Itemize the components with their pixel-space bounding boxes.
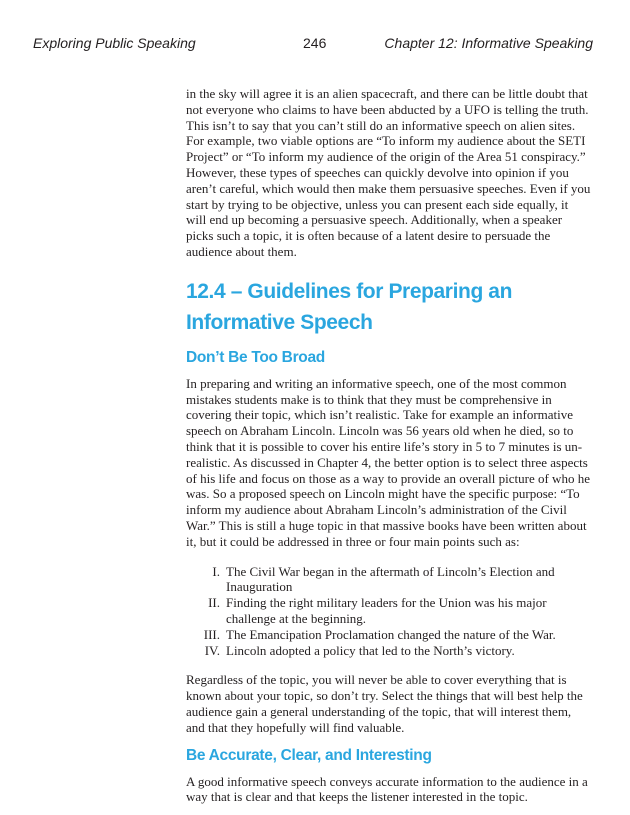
list-numeral: III.: [203, 626, 220, 642]
page-number: 246: [303, 35, 327, 51]
broad-paragraph-2: Regardless of the topic, you will never be able to cover everything that is known about your topic, so don’t try. Select the things that will best help the audience gain a general understanding of the topic, that will interest them, and that they hopefully will find valuable.: [186, 672, 583, 735]
list-item: [186, 595, 591, 627]
broad-paragraph-1: In preparing and writing an informative speech, one of the most common mistakes students make is to think that they must be comprehensive in covering their topic, which isn’t realistic. Take for example an informative speech on Abraham Lincoln. Lincoln was 56 years old when he died, so to think that it is possible to cover his entire life’s story in 5 to 7 minutes is un-realistic. As discussed in Chapter 4, the better option is to select three aspects of his life and focus on those as a way to provide an overall picture of who he was. So a proposed speech on Lincoln might have the specific purpose: “To inform my audience about Abraham Lincoln’s administration of the Civil War.” This is still a huge topic in that massive books have been written about it, but it could be addressed in three or four main points such as:: [186, 375, 590, 549]
list-text: The Emancipation Proclamation changed the nature of the War.: [226, 626, 556, 642]
book-title: Exploring Public Speaking: [33, 35, 196, 51]
running-header: [33, 35, 593, 55]
list-item: [186, 627, 591, 643]
list-text: Lincoln adopted a policy that led to the North’s victory.: [226, 642, 515, 658]
list-item: [186, 643, 591, 659]
list-text: The Civil War began in the aftermath of Lincoln’s Election and Inauguration: [226, 563, 555, 595]
accurate-paragraph-1: A good informative speech conveys accurate information to the audience in a way that is clear and that keeps the listener interested in the topic.: [186, 773, 588, 805]
list-text: Finding the right military leaders for the Union was his major challenge at the beginning.: [226, 595, 547, 626]
list-item: [186, 564, 591, 596]
main-points-list: [186, 564, 591, 659]
section-heading: 12.4 – Guidelines for Preparing an Informative Speech: [186, 279, 513, 334]
chapter-title: Chapter 12: Informative Speaking: [384, 35, 593, 51]
page-content: [186, 86, 591, 805]
list-numeral: IV.: [204, 642, 220, 658]
subsection-heading-accurate: Be Accurate, Clear, and Interesting: [186, 746, 432, 764]
list-numeral: II.: [208, 595, 220, 611]
list-numeral: I.: [212, 563, 220, 579]
subsection-heading-broad: Don’t Be Too Broad: [186, 348, 325, 366]
continuation-paragraph: in the sky will agree it is an alien spacecraft, and there can be little doubt that not everyone who claims to have been abducted by a UFO is telling the truth. This isn’t to say that you can’t still do an informative speech on alien sites. For example, two viable options are “To inform my audience about the SETI Project” or “To inform my audience of the origin of the Area 51 conspiracy.” However, these types of speeches can quickly devolve into opinion if you aren’t careful, which would then make them persuasive speeches. Even if you start by trying to be objective, unless you can present each side equally, it will end up becoming a persuasive speech. Additionally, when a speaker picks such a topic, it is often because of a latent desire to persuade the audience about them.: [186, 86, 591, 259]
